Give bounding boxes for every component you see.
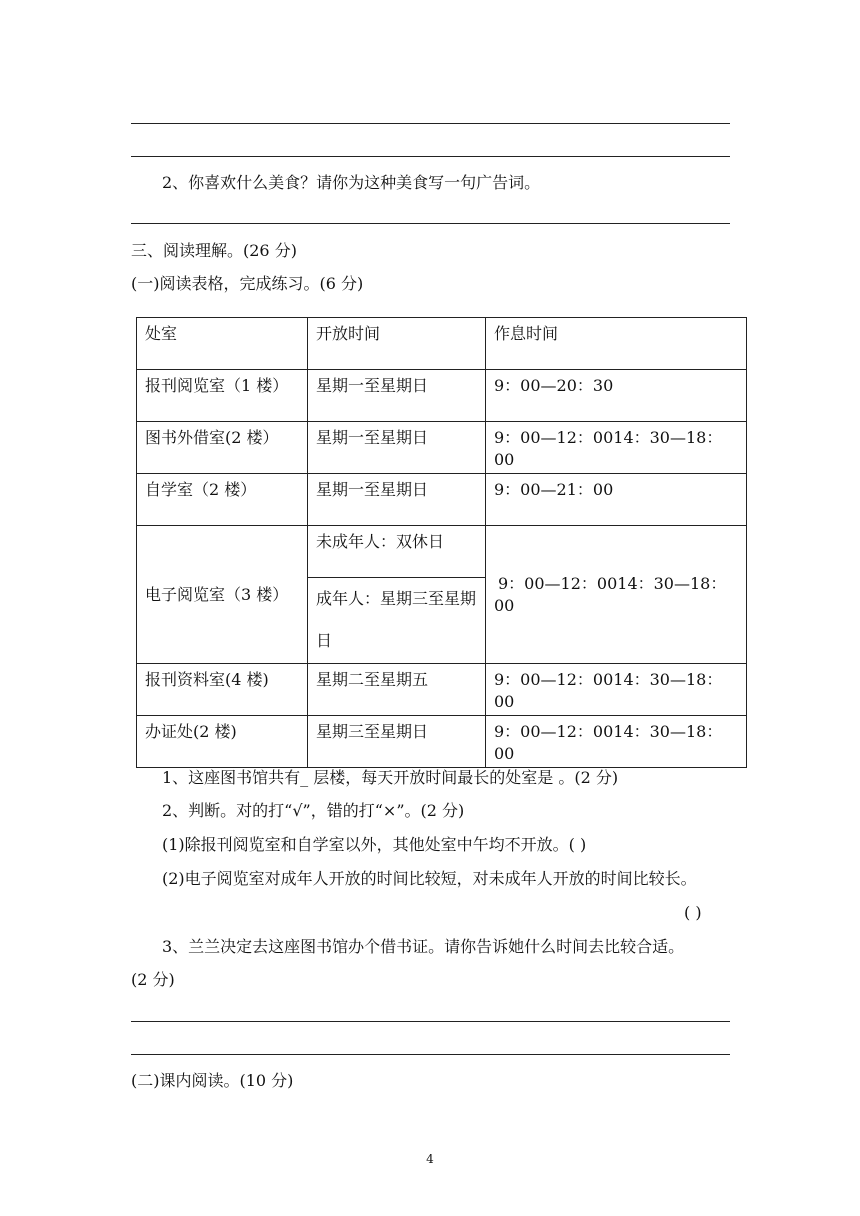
open-days-cell: 星期一至星期日 <box>308 370 486 422</box>
hours-cell: 9：00—12：0014：30—18：00 <box>486 526 747 664</box>
table-header-row <box>137 318 747 370</box>
question-2: 2、判断。对的打“√”，错的打“×”。(2 分) <box>162 801 465 820</box>
page-number: 4 <box>426 1152 434 1166</box>
room-cell: 报刊阅览室（1 楼） <box>137 370 308 422</box>
subsection-title: (一)阅读表格，完成练习。(6 分) <box>131 274 364 293</box>
answer-line <box>131 223 730 224</box>
answer-line <box>131 1021 730 1022</box>
table-header-cell: 作息时间 <box>486 318 747 370</box>
open-days-cell: 星期三至星期日 <box>308 716 486 768</box>
table-row <box>137 474 747 526</box>
open-days-cell: 星期一至星期日 <box>308 422 486 474</box>
room-cell: 图书外借室(2 楼） <box>137 422 308 474</box>
library-schedule-table <box>136 317 747 768</box>
question-2-item-1: (1)除报刊阅览室和自学室以外，其他处室中午均不开放。( ) <box>162 835 587 854</box>
table-row <box>137 716 747 768</box>
table-row <box>137 664 747 716</box>
table-header-cell: 开放时间 <box>308 318 486 370</box>
open-days-cell: 星期二至星期五 <box>308 664 486 716</box>
hours-cell: 9：00—20：30 <box>486 370 747 422</box>
answer-line <box>131 1054 730 1055</box>
room-cell: 办证处(2 楼) <box>137 716 308 768</box>
question-1: 1、这座图书馆共有_ 层楼，每天开放时间最长的处室是 。(2 分) <box>162 768 619 787</box>
table-row <box>137 422 747 474</box>
question-text: 2、你喜欢什么美食？请你为这种美食写一句广告词。 <box>162 173 541 192</box>
open-days-minor-cell: 未成年人：双休日 <box>308 526 486 578</box>
table-header-cell: 处室 <box>137 318 308 370</box>
answer-line <box>131 123 730 124</box>
hours-cell: 9：00—12：0014：30—18：00 <box>486 422 747 474</box>
open-days-cell: 星期一至星期日 <box>308 474 486 526</box>
question-2-item-2: (2)电子阅览室对成年人开放的时间比较短，对未成年人开放的时间比较长。 <box>162 869 697 888</box>
question-3-line-1: 3、兰兰决定去这座图书馆办个借书证。请你告诉她什么时间去比较合适。 <box>162 937 685 956</box>
table-row <box>137 526 747 578</box>
hours-cell: 9：00—12：0014：30—18：00 <box>486 716 747 768</box>
subsection-title: (二)课内阅读。(10 分) <box>131 1071 294 1090</box>
answer-paren: ( ) <box>684 903 702 922</box>
hours-cell: 9：00—21：00 <box>486 474 747 526</box>
table-row <box>137 370 747 422</box>
room-cell: 自学室（2 楼） <box>137 474 308 526</box>
answer-line <box>131 156 730 157</box>
section-title: 三、阅读理解。(26 分) <box>131 241 297 260</box>
room-cell: 电子阅览室（3 楼） <box>137 526 308 664</box>
hours-cell: 9：00—12：0014：30—18：00 <box>486 664 747 716</box>
open-days-adult-cell: 成年人：星期三至星期日 <box>308 578 486 664</box>
question-3-line-2: (2 分) <box>131 970 175 989</box>
room-cell: 报刊资料室(4 楼) <box>137 664 308 716</box>
